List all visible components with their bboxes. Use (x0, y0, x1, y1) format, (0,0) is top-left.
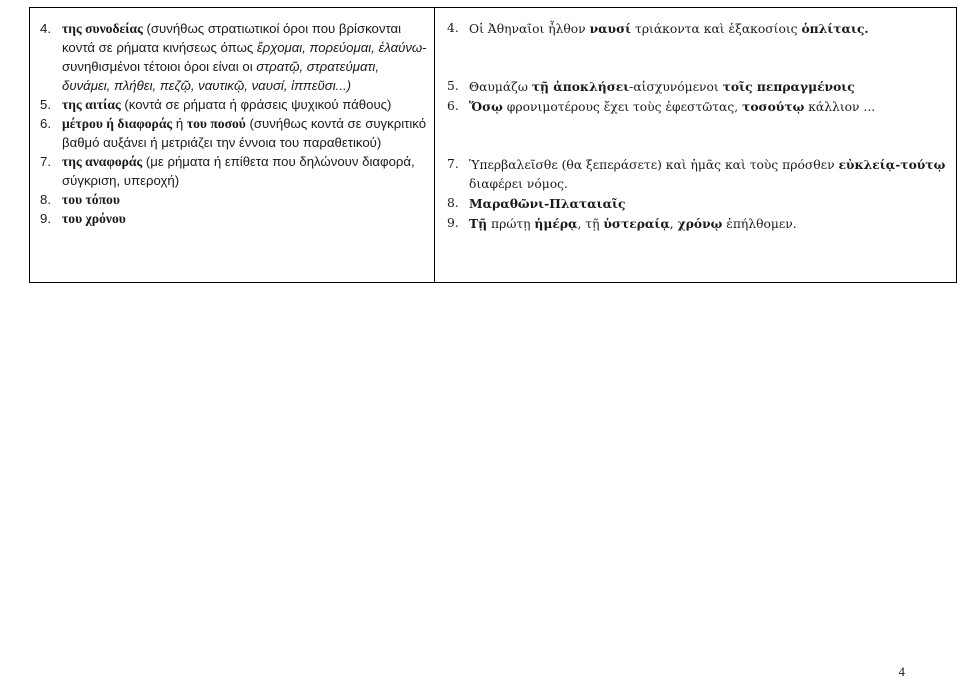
italic-term: ἔρχομαι, πορεύομαι, ἐλαύνω (256, 40, 423, 55)
bold-term: Τῇ (469, 216, 488, 231)
bold-term: του ποσού (186, 116, 246, 131)
item-text (469, 155, 950, 194)
item-text (469, 214, 950, 234)
item-text (469, 19, 950, 39)
bold-term: Ὅσῳ (469, 99, 503, 114)
text-run: , τῇ (577, 217, 604, 231)
text-run: (κοντά σε ρήματα ή φράσεις ψυχικού πάθους) (120, 97, 392, 112)
blank-line (447, 117, 950, 136)
text-run: , (669, 217, 678, 231)
item-number: 4. (447, 21, 459, 35)
right-column-examples (435, 8, 956, 282)
item-number: 8. (447, 196, 459, 210)
bold-term: εὐκλείᾳ-τούτῳ (838, 157, 946, 172)
bold-term: χρόνῳ (677, 216, 723, 231)
content-table (29, 7, 957, 283)
right-item (447, 155, 950, 194)
bold-term: της συνοδείας (62, 21, 143, 36)
bold-term: ναυσί (589, 21, 632, 36)
item-text (469, 77, 950, 97)
text-run: ή (172, 116, 187, 131)
item-text (469, 194, 950, 214)
bold-term: του τόπου (62, 192, 120, 207)
text-run: (με ρήματα ή επίθετα που δηλώνουν διαφορά, σύγκριση, υπεροχή) (62, 154, 415, 188)
text-run: ἐπήλθομεν. (722, 217, 797, 231)
text-run: -αἰσχυνόμενοι (629, 80, 723, 94)
page-number: 4 (898, 664, 905, 679)
item-number: 6. (40, 116, 51, 131)
item-number: 4. (40, 21, 51, 36)
item-text (62, 95, 428, 114)
italic-term: στρατῷ, στρατεύματι, δυνάμει, πλήθει, πεζῷ, ναυτικῷ, ναυσί, ἱππεῦσι...) (62, 59, 379, 93)
item-number: 9. (447, 216, 459, 230)
blank-line (447, 136, 950, 155)
left-column-rules (30, 8, 435, 282)
item-text (62, 114, 428, 152)
blank-line (447, 39, 950, 58)
bold-term: ἡμέρᾳ (534, 216, 578, 231)
item-number: 7. (447, 157, 459, 171)
right-item (447, 214, 950, 234)
text-run: Θαυμάζω (469, 80, 532, 94)
text-run: τριάκοντα καὶ ἑξακοσίοις (631, 22, 802, 36)
text-run: πρώτῃ (487, 217, 535, 231)
text-run: Ὑπερβαλεῖσθε (θα ξεπεράσετε) καὶ ἡμᾶς καὶ τοὺς πρόσθεν (469, 158, 839, 172)
bold-term: Μαραθῶνι-Πλαταιαῖς (469, 196, 626, 211)
blank-line (447, 58, 950, 77)
bold-term: μέτρου ή διαφοράς (62, 116, 173, 131)
right-item (447, 77, 950, 97)
left-item (40, 95, 428, 114)
item-text (62, 209, 428, 228)
left-item (40, 190, 428, 209)
bold-term: της αναφοράς (62, 154, 143, 169)
left-item (40, 19, 428, 95)
left-item (40, 209, 428, 228)
left-item (40, 152, 428, 190)
bold-term: ὁπλίταις. (801, 21, 869, 36)
text-run: (συνήθως κοντά σε συγκριτικό βαθμό αυξάνει ή μετριάζει την έννοια του παραθετικού) (62, 116, 427, 150)
item-number: 5. (40, 97, 51, 112)
item-number: 6. (447, 99, 459, 113)
text-run: Οἱ Ἀθηναῖοι ἦλθον (469, 22, 590, 36)
bold-term: τοῖς πεπραγμένοις (722, 79, 855, 94)
right-item (447, 194, 950, 214)
bold-term: του χρόνου (62, 211, 126, 226)
left-item (40, 114, 428, 152)
text-run: -συνηθισμένοι τέτοιοι όροι είναι οι (62, 40, 427, 74)
item-text (62, 152, 428, 190)
bold-term: ὑστεραίᾳ (603, 216, 670, 231)
item-text (62, 190, 428, 209)
item-number: 9. (40, 211, 51, 226)
item-number: 5. (447, 79, 459, 93)
item-number: 7. (40, 154, 51, 169)
text-run: φρονιμοτέρους ἔχει τοὺς ἐφεστῶτας, (502, 100, 743, 114)
bold-term: της αιτίας (62, 97, 121, 112)
right-item (447, 97, 950, 117)
bold-term: τῇ ἀποκλήσει (531, 79, 630, 94)
text-run: κάλλιον ... (804, 100, 876, 114)
right-item (447, 19, 950, 39)
bold-term: τοσούτῳ (742, 99, 805, 114)
item-number: 8. (40, 192, 51, 207)
item-text (62, 19, 428, 95)
text-run: (συνήθως στρατιωτικοί όροι που βρίσκονται κοντά σε ρήματα κινήσεως όπως (62, 21, 402, 55)
text-run: διαφέρει νόμος. (469, 177, 568, 191)
item-text (469, 97, 950, 117)
